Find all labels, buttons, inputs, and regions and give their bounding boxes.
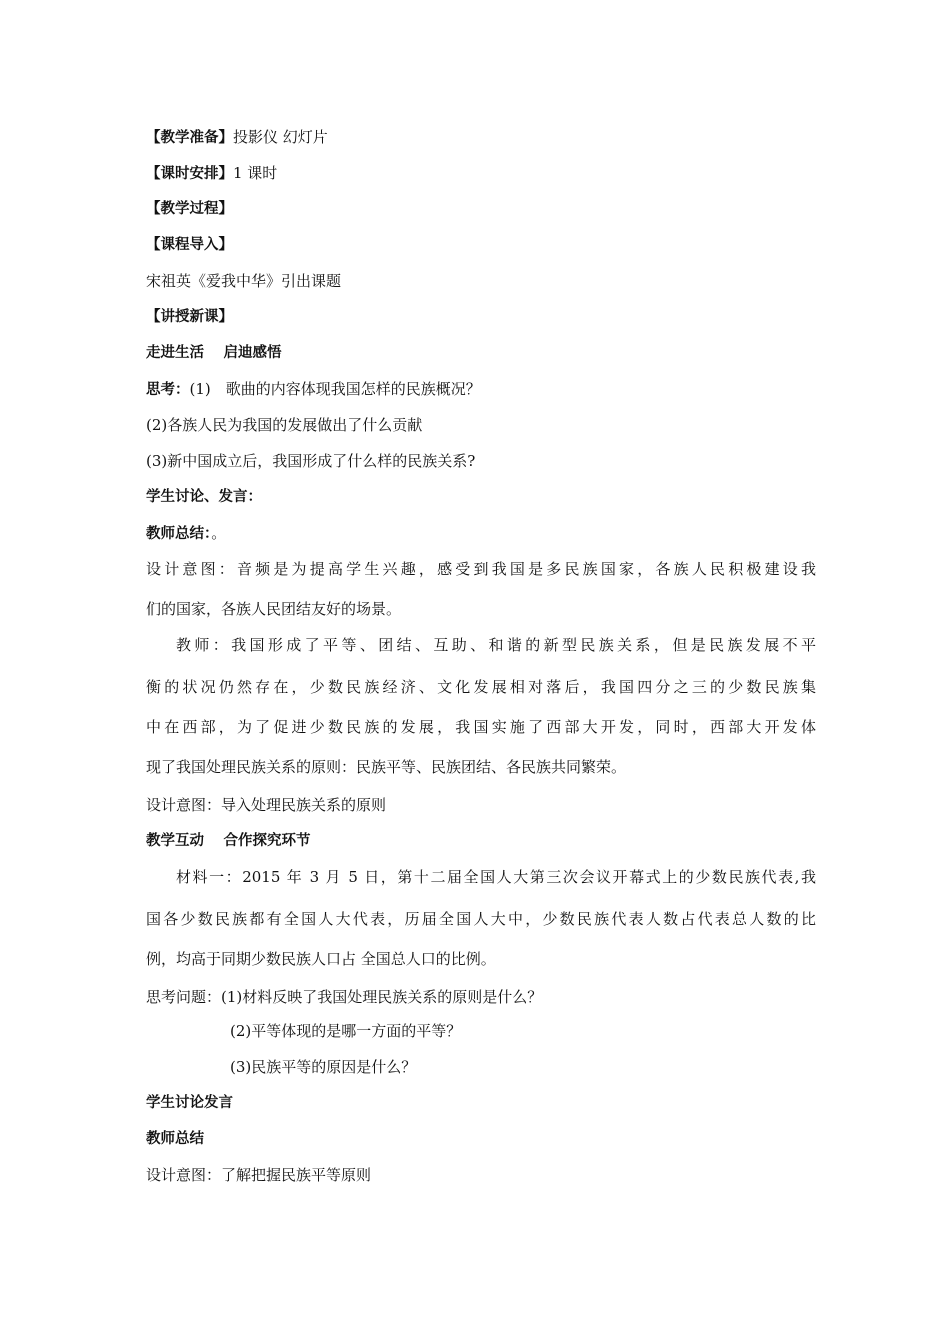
discussion-question-label: 思考问题： [146,988,222,1006]
section-life-heading: 走进生活 启迪感悟 [146,345,282,361]
teacher-summary-value: 。 [211,524,227,542]
course-intro-text: 宋祖英《爱我中华》引出课题 [146,272,342,290]
design-intent-1-line-a: 设计意图：音频是为提高学生兴趣，感受到我国是多民族国家，各族人民积极建设我 [146,560,816,578]
teacher-paragraph-line-d: 现了我国处理民族关系的原则：民族平等、民族团结、各民族共同繁荣。 [146,758,627,776]
discussion-question-3: (3)民族平等的原因是什么？ [230,1058,417,1076]
teacher-summary-label: 教师总结： [146,526,212,542]
teaching-process-heading: 【教学过程】 [146,201,233,217]
think-label: 思考： [146,382,190,398]
think-question-1-text: (1) 歌曲的内容体现我国怎样的民族概况？ [189,380,481,398]
think-question-1 [146,379,816,400]
design-intent-2: 设计意图：导入处理民族关系的原则 [146,796,387,814]
design-intent-3: 设计意图：了解把握民族平等原则 [146,1166,372,1184]
student-discussion-heading: 学生讨论、发言： [146,489,262,505]
schedule-value: 1 课时 [233,164,278,182]
material-line-c: 例，均高于同期少数民族人口占 全国总人口的比例。 [146,950,496,968]
course-intro-heading: 【课程导入】 [146,237,233,253]
teacher-paragraph-line-c: 中在西部，为了促进少数民族的发展，我国实施了西部大开发，同时，西部大开发体 [146,718,816,736]
discussion-question-1-text: (1)材料反映了我国处理民族关系的原则是什么？ [221,988,543,1006]
new-lesson-heading: 【讲授新课】 [146,309,233,325]
teaching-prep-value: 投影仪 幻灯片 [233,128,328,146]
discussion-question-2: (2)平等体现的是哪一方面的平等？ [230,1022,462,1040]
teaching-prep-label: 【教学准备】 [146,130,233,146]
teacher-paragraph-line-a: 教师：我国形成了平等、团结、互助、和谐的新型民族关系，但是民族发展不平 [176,636,816,654]
schedule-line [146,163,816,184]
section-interaction-heading: 教学互动 合作探究环节 [146,833,311,849]
teacher-summary-line [146,523,816,544]
material-line-b: 国各少数民族都有全国人大代表，历届全国人大中，少数民族代表人数占代表总人数的比 [146,910,816,928]
discussion-question-1 [146,987,816,1007]
teaching-prep-line [146,127,816,148]
student-discussion-2-heading: 学生讨论发言 [146,1095,233,1111]
schedule-label: 【课时安排】 [146,166,233,182]
think-question-3: (3)新中国成立后，我国形成了什么样的民族关系? [146,452,476,470]
material-line-a: 材料一：2015 年 3 月 5 日，第十二届全国人大第三次会议开幕式上的少数民族代表,我 [176,868,816,886]
teacher-paragraph-line-b: 衡的状况仍然存在，少数民族经济、文化发展相对落后，我国四分之三的少数民族集 [146,678,816,696]
teacher-summary-2-heading: 教师总结 [146,1131,204,1147]
think-question-2: (2)各族人民为我国的发展做出了什么贡献 [146,416,423,434]
design-intent-1-line-b: 们的国家，各族人民团结友好的场景。 [146,600,402,618]
